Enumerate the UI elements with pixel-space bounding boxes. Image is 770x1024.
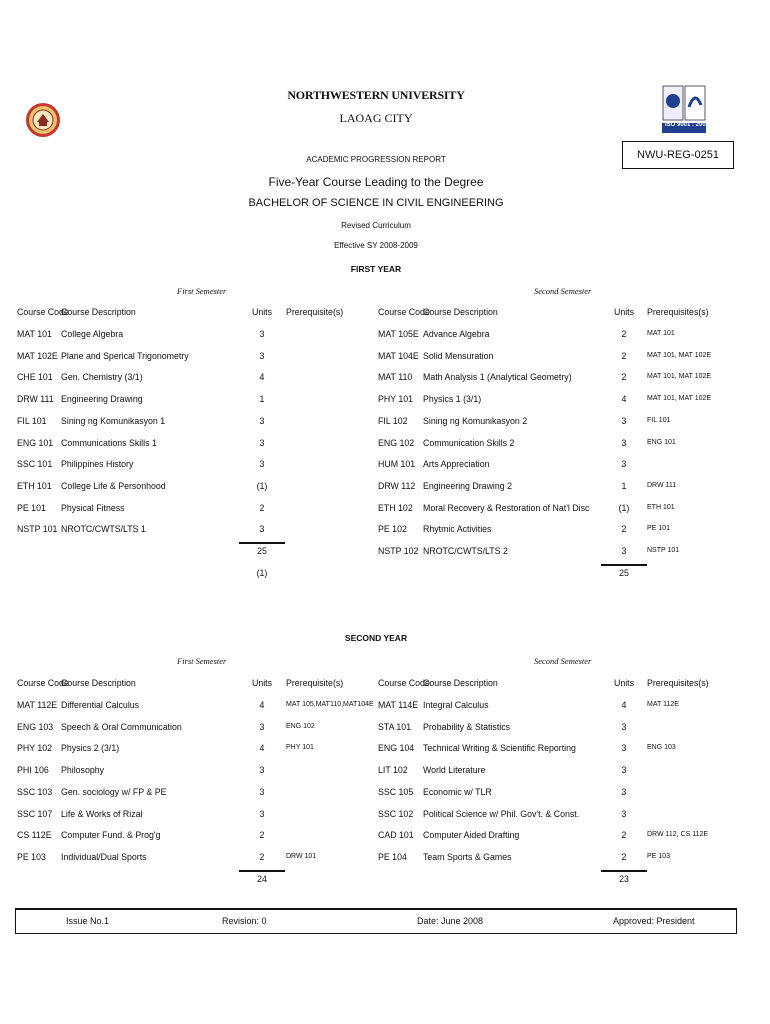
column-header-prerequisites: Prerequisite(s)	[286, 307, 344, 317]
course-description: Communication Skills 2	[423, 438, 515, 448]
course-description: Individual/Dual Sports	[61, 852, 147, 862]
course-units: 2	[621, 524, 627, 534]
course-code: DRW 112	[378, 481, 416, 491]
course-units: 3	[621, 787, 627, 797]
column-header-units: Units	[251, 678, 273, 688]
effective-sy: Effective SY 2008-2009	[334, 241, 418, 250]
column-header-prerequisites: Prerequisites(s)	[647, 307, 709, 317]
course-prerequisites: MAT 105,MAT110,MAT104E	[286, 701, 374, 708]
course-code: ETH 101	[17, 481, 52, 491]
course-code: SSC 101	[17, 459, 53, 469]
course-code: DRW 111	[17, 394, 54, 404]
university-seal	[25, 92, 61, 148]
course-prerequisites: MAT 112E	[647, 701, 679, 708]
column-header-prerequisites: Prerequisite(s)	[286, 678, 344, 688]
course-units: 1	[259, 394, 265, 404]
course-units: 3	[621, 416, 627, 426]
course-prerequisites: DRW 101	[286, 853, 317, 860]
course-description: Life & Works of Rizal	[61, 809, 143, 819]
course-code: FIL 101	[17, 416, 47, 426]
course-code: LIT 102	[378, 765, 408, 775]
units-total: 25	[619, 568, 629, 578]
course-code: CHE 101	[17, 372, 53, 382]
course-units: 2	[621, 830, 627, 840]
course-code: STA 101	[378, 722, 412, 732]
course-description: Political Science w/ Phil. Gov't. & Const.	[423, 809, 580, 819]
course-prerequisites: MAT 101, MAT 102E	[647, 352, 712, 359]
course-description: Physical Fitness	[61, 503, 125, 513]
course-prerequisites: DRW 111	[647, 482, 677, 489]
course-prerequisites: ENG 103	[647, 744, 676, 751]
course-units: 2	[621, 329, 627, 339]
course-code: PE 104	[378, 852, 407, 862]
university-city: LAOAG CITY	[339, 111, 413, 125]
column-header-description: Course Description	[61, 307, 136, 317]
column-header-units: Units	[251, 307, 273, 317]
course-code: MAT 102E	[17, 351, 58, 361]
second-semester-label: Second Semester	[534, 656, 592, 666]
year-title: FIRST YEAR	[350, 264, 402, 274]
issue-number: Issue No.1	[66, 916, 110, 926]
course-prerequisites: MAT 101, MAT 102E	[647, 395, 712, 402]
course-prerequisites: FIL 101	[647, 417, 671, 424]
first-semester-label: First Semester	[177, 656, 227, 666]
iso-certification-logo	[662, 85, 710, 135]
course-prerequisites: MAT 101, MAT 102E	[647, 373, 712, 380]
column-header-prerequisites: Prerequisites(s)	[647, 678, 709, 688]
course-units: 3	[621, 809, 627, 819]
column-header-units: Units	[613, 307, 635, 317]
document-footer	[15, 908, 737, 934]
course-code: PHI 106	[17, 765, 49, 775]
course-units: (1)	[256, 481, 268, 491]
course-units: 3	[621, 546, 627, 556]
course-units: 2	[621, 852, 627, 862]
course-description: Probability & Statistics	[423, 722, 511, 732]
course-units: 3	[259, 459, 265, 469]
course-description: Economic w/ TLR	[423, 787, 492, 797]
course-description: Technical Writing & Scientific Reporting	[423, 743, 576, 753]
course-units: 3	[621, 743, 627, 753]
course-code: CS 112E	[17, 830, 52, 840]
course-prerequisites: PHY 101	[286, 744, 314, 751]
second-semester-label: Second Semester	[534, 286, 592, 296]
course-units: 2	[621, 372, 627, 382]
total-underline	[239, 542, 285, 544]
column-header-description: Course Description	[423, 307, 498, 317]
course-description: Plane and Sperical Trigonometry	[61, 351, 189, 361]
revised-curriculum: Revised Curriculum	[341, 221, 411, 230]
course-prerequisites: PE 101	[647, 525, 670, 532]
course-description: College Life & Personhood	[61, 481, 166, 491]
course-code: SSC 105	[378, 787, 414, 797]
course-units: 4	[621, 394, 627, 404]
approved-by: Approved: President	[613, 916, 695, 926]
total-underline	[239, 870, 285, 872]
course-code: SSC 102	[378, 809, 414, 819]
units-total: 25	[257, 546, 267, 556]
course-description: Philosophy	[61, 765, 105, 775]
course-description: NROTC/CWTS/LTS 1	[61, 524, 146, 534]
course-description: Computer Aided Drafting	[423, 830, 520, 840]
course-description: Arts Appreciation	[423, 459, 490, 469]
iso-label: ISO 9001 : 2000	[665, 122, 710, 128]
course-units: 3	[621, 765, 627, 775]
course-description: Advance Algebra	[423, 329, 490, 339]
course-units: 4	[259, 743, 265, 753]
course-code: MAT 105E	[378, 329, 419, 339]
course-units: 3	[621, 722, 627, 732]
course-units: 3	[259, 416, 265, 426]
column-header-description: Course Description	[423, 678, 498, 688]
total-underline	[601, 870, 647, 872]
document-date: Date: June 2008	[417, 916, 484, 926]
course-units: 4	[259, 700, 265, 710]
course-description: Philippines History	[61, 459, 134, 469]
course-description: Gen. sociology w/ FP & PE	[61, 787, 167, 797]
first-semester-label: First Semester	[177, 286, 227, 296]
course-units: 4	[621, 700, 627, 710]
course-prerequisites: NSTP 101	[647, 547, 680, 554]
course-code: NSTP 101	[17, 524, 58, 534]
course-code: HUM 101	[378, 459, 416, 469]
course-code: PHY 102	[17, 743, 53, 753]
course-description: Math Analysis 1 (Analytical Geometry)	[423, 372, 572, 382]
course-code: ENG 104	[378, 743, 415, 753]
course-description: Sining ng Komunikasyon 1	[61, 416, 166, 426]
course-description: Physics 1 (3/1)	[423, 394, 482, 404]
program-line: Five-Year Course Leading to the Degree	[268, 175, 484, 189]
course-units: 3	[621, 438, 627, 448]
course-prerequisites: ETH 101	[647, 504, 675, 511]
university-name: NORTHWESTERN UNIVERSITY	[287, 88, 465, 102]
course-code: CAD 101	[378, 830, 414, 840]
course-code: SSC 103	[17, 787, 53, 797]
course-description: Engineering Drawing 2	[423, 481, 512, 491]
course-units: 3	[259, 438, 265, 448]
course-code: ENG 101	[17, 438, 54, 448]
course-description: Moral Recovery & Restoration of Nat'l Disc	[423, 503, 590, 513]
course-units: 3	[259, 809, 265, 819]
course-units: 3	[259, 765, 265, 775]
column-header-code: Course Code	[17, 307, 69, 317]
course-prerequisites: MAT 101	[647, 330, 675, 337]
course-units: 2	[259, 852, 265, 862]
column-header-description: Course Description	[61, 678, 136, 688]
year-title: SECOND YEAR	[344, 633, 408, 643]
course-units: 4	[259, 372, 265, 382]
course-prerequisites: ENG 101	[647, 439, 676, 446]
course-units: 2	[621, 351, 627, 361]
course-description: Integral Calculus	[423, 700, 489, 710]
course-description: Rhytmic Activities	[423, 524, 492, 534]
course-code: PHY 101	[378, 394, 414, 404]
course-code: NSTP 102	[378, 546, 419, 556]
course-code: MAT 114E	[378, 700, 419, 710]
course-description: Differential Calculus	[61, 700, 140, 710]
column-header-units: Units	[613, 678, 635, 688]
course-description: Speech & Oral Communication	[61, 722, 182, 732]
course-prerequisites: PE 103	[647, 853, 670, 860]
course-description: Gen. Chemistry (3/1)	[61, 372, 143, 382]
course-description: World Literature	[423, 765, 486, 775]
course-units: 1	[621, 481, 627, 491]
column-header-code: Course Code	[17, 678, 69, 688]
course-code: PE 103	[17, 852, 46, 862]
course-description: Team Sports & Games	[423, 852, 512, 862]
course-units: (1)	[618, 503, 630, 513]
course-code: MAT 101	[17, 329, 52, 339]
column-header-code: Course Code	[378, 307, 430, 317]
total-underline	[601, 564, 647, 566]
course-code: MAT 104E	[378, 351, 419, 361]
course-code: FIL 102	[378, 416, 408, 426]
course-units: 3	[259, 329, 265, 339]
units-total: 24	[257, 874, 267, 884]
course-code: SSC 107	[17, 809, 53, 819]
course-code: MAT 110	[378, 372, 413, 382]
units-total: 23	[619, 874, 629, 884]
course-description: Engineering Drawing	[61, 394, 143, 404]
course-code: PE 101	[17, 503, 46, 513]
course-description: Physics 2 (3/1)	[61, 743, 120, 753]
course-code: MAT 112E	[17, 700, 58, 710]
course-units: 3	[259, 524, 265, 534]
course-code: PE 102	[378, 524, 407, 534]
course-prerequisites: DRW 112, CS 112E	[647, 831, 709, 838]
revision-number: Revision: 0	[222, 916, 267, 926]
units-total-non-credit: (1)	[256, 568, 268, 578]
course-code: ETH 102	[378, 503, 413, 513]
course-units: 3	[259, 722, 265, 732]
course-prerequisites: ENG 102	[286, 723, 315, 730]
course-description: Solid Mensuration	[423, 351, 494, 361]
degree-title: BACHELOR OF SCIENCE IN CIVIL ENGINEERING	[248, 197, 504, 209]
document-code: NWU-REG-0251	[622, 141, 734, 169]
course-units: 2	[259, 503, 265, 513]
course-units: 2	[259, 830, 265, 840]
course-code: ENG 102	[378, 438, 415, 448]
course-description: College Algebra	[61, 329, 124, 339]
course-units: 3	[621, 459, 627, 469]
course-description: Sining ng Komunikasyon 2	[423, 416, 528, 426]
course-units: 3	[259, 351, 265, 361]
course-code: ENG 103	[17, 722, 54, 732]
course-description: NROTC/CWTS/LTS 2	[423, 546, 508, 556]
column-header-code: Course Code	[378, 678, 430, 688]
report-title: ACADEMIC PROGRESSION REPORT	[306, 155, 446, 164]
course-units: 3	[259, 787, 265, 797]
course-description: Communications Skills 1	[61, 438, 157, 448]
course-description: Computer Fund. & Prog'g	[61, 830, 161, 840]
